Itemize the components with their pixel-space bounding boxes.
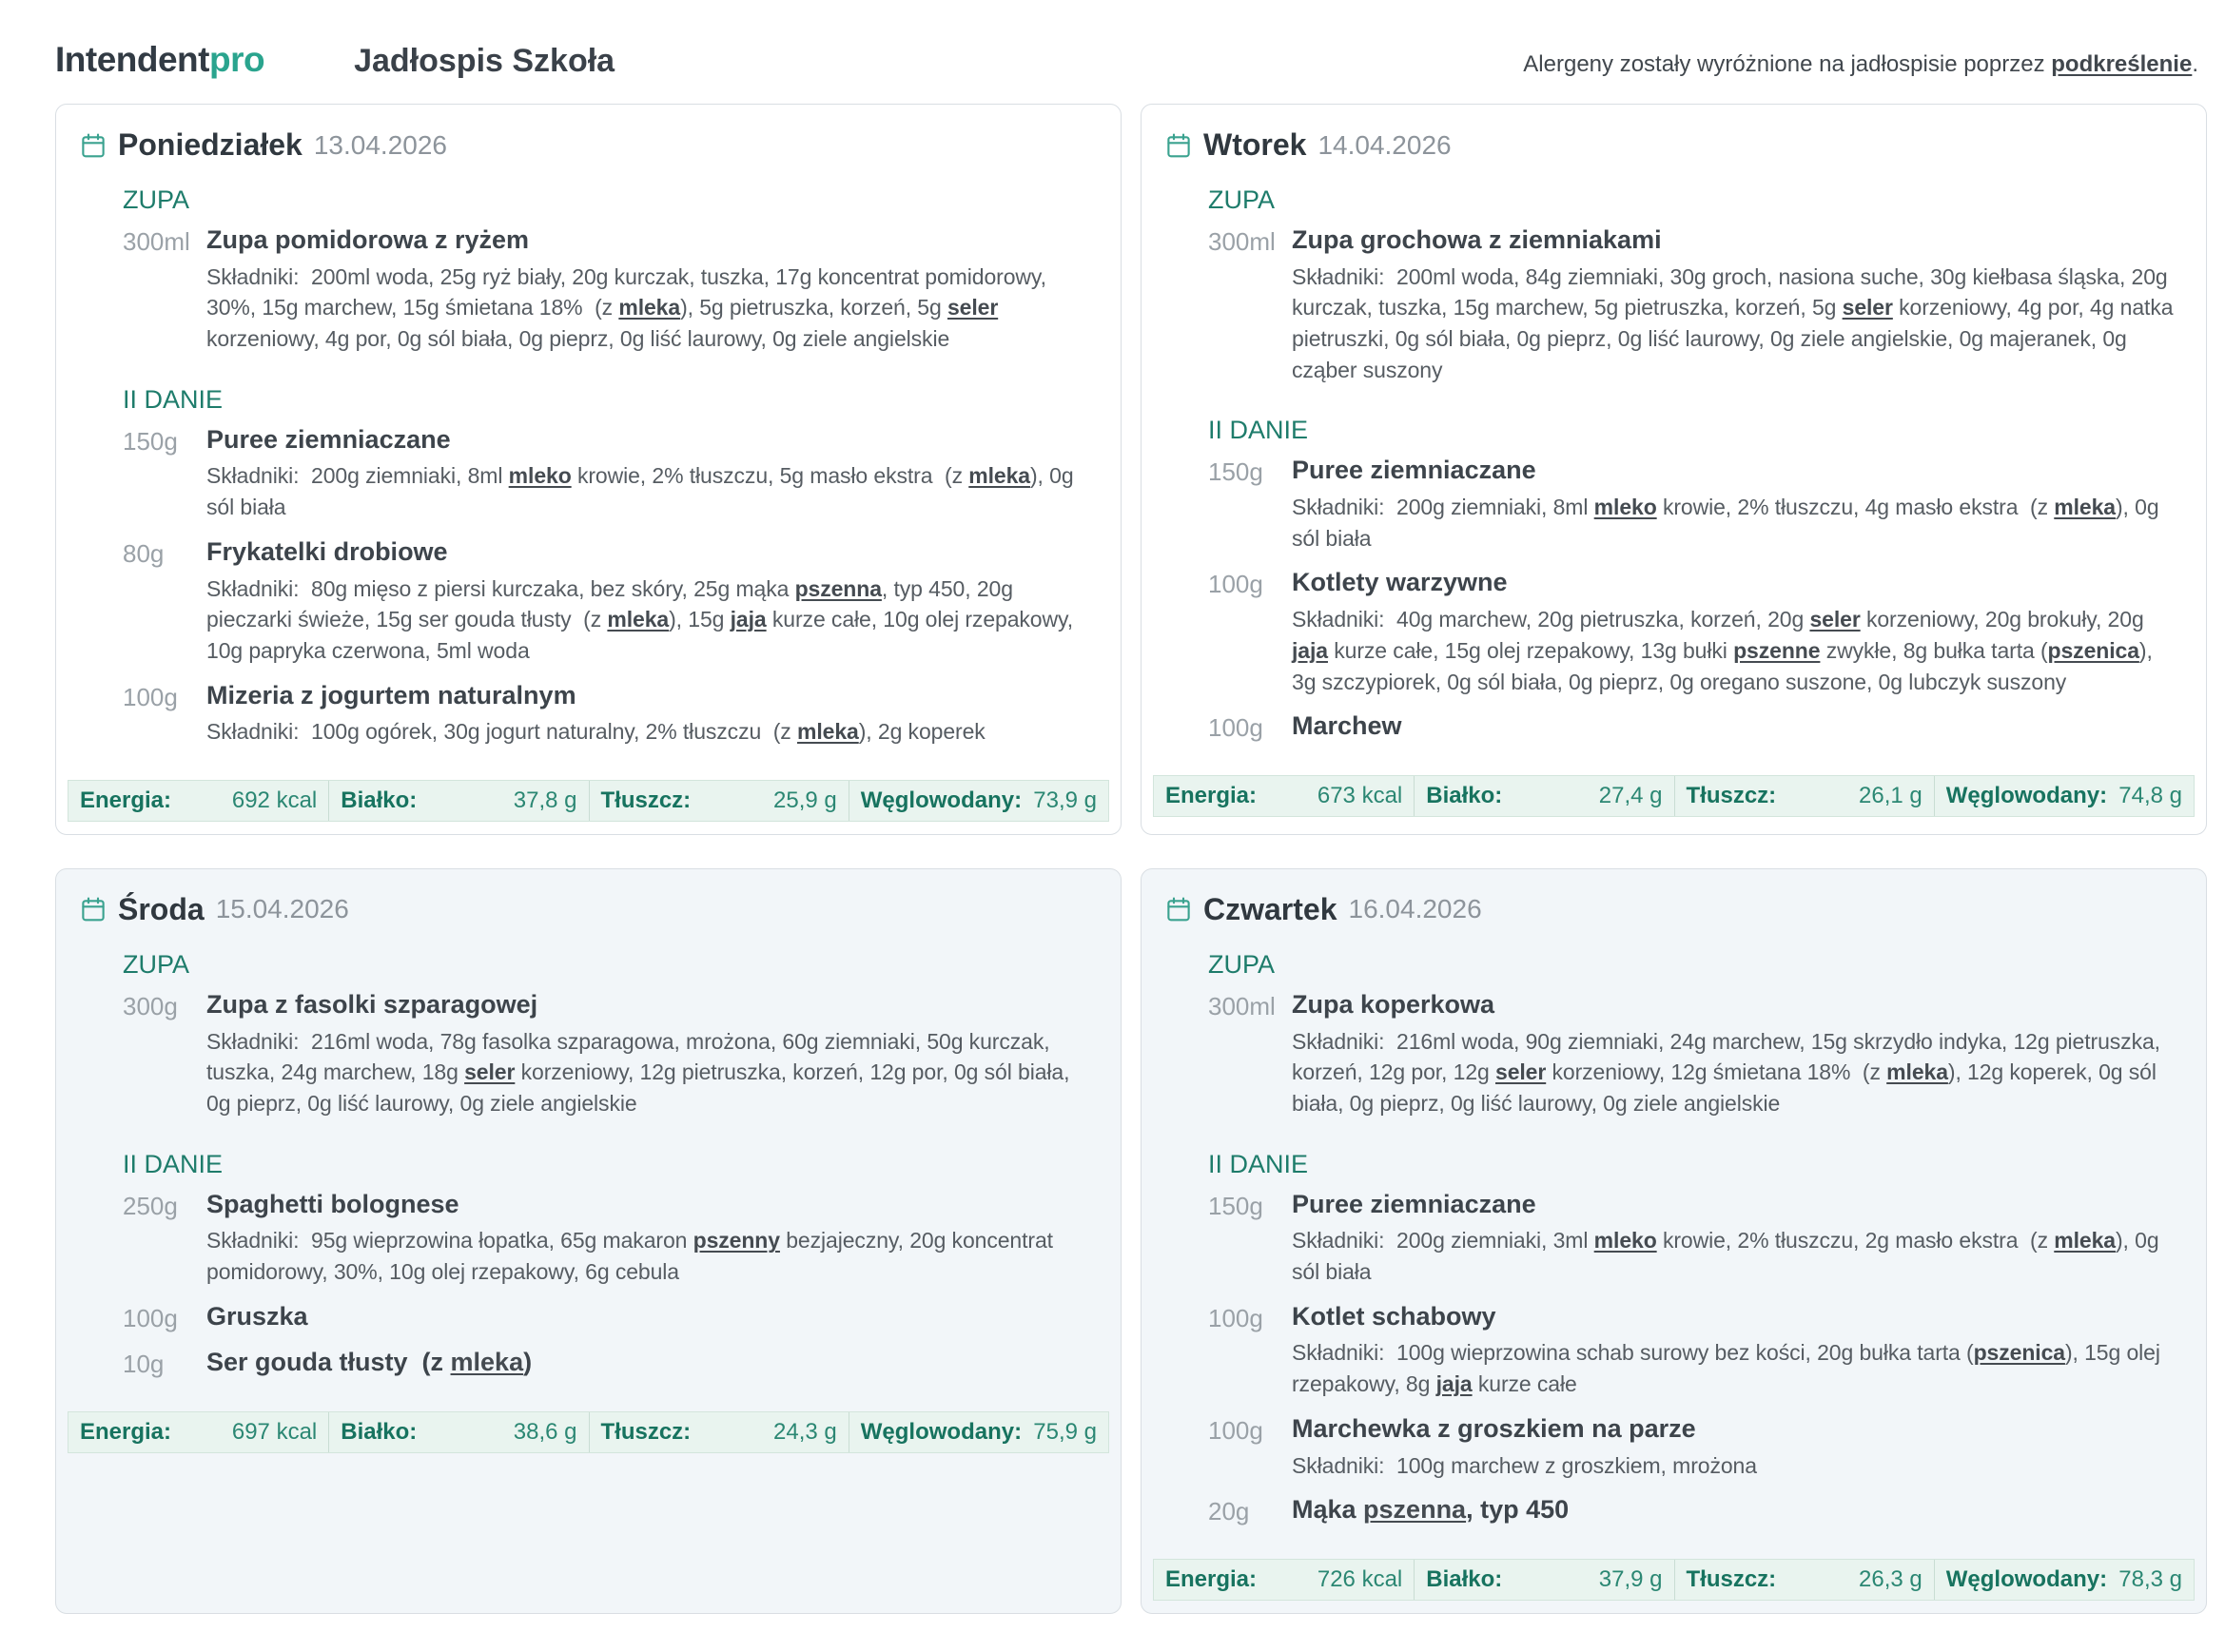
dish-body [1292,1301,2177,1400]
allergen-term: mleka [618,295,681,321]
nutrition-label: Energia: [1165,783,1258,809]
dish-name: Mąka pszenna, typ 450 [1292,1495,1570,1525]
dish-amount: 250g [123,1191,178,1220]
dish-row [123,1347,1092,1379]
dish-body [1292,989,2177,1119]
allergen-term: pszenny [693,1228,780,1254]
dish-name: Marchew [1292,711,1402,741]
dish-name: Kotlet schabowy [1292,1301,1496,1331]
dish-amount: 80g [123,538,165,568]
allergen-term: mleka [450,1347,524,1376]
day-card-header [1164,127,2177,163]
nutrition-bar [1153,775,2195,817]
nutrition-value: 38,6 g [513,1418,577,1445]
nutrition-value: 26,1 g [1859,783,1922,809]
dish-amount: 10g [123,1349,165,1378]
dish-ingredients: Składniki: 200ml woda, 84g ziemniaki, 30g groch, nasiona suche, 30g kiełbasa śląska, 20g kurczak, tuszka, 15g marchew, 5g pietruszka, korzeń, 5g seler korzeniowy, 4g por, 4g natka pietruszki, 0g sól biała, 0g pieprz, 0g liść laurowy, 0g ziele angielskie, 0g majeranek, 0g cząber suszony [1292,263,2174,382]
nutrition-label: Tłuszcz: [600,787,692,813]
nutrition-value: 26,3 g [1859,1566,1922,1593]
dish-name: Mizeria z jogurtem naturalnym [206,680,576,709]
dish-body [206,1301,1092,1333]
dish-name: Zupa grochowa z ziemniakami [1292,225,1662,254]
nutrition-value: 37,8 g [513,787,577,813]
nutrition-label: Energia: [80,787,172,813]
dish-amount: 20g [1208,1497,1250,1526]
nutrition-value: 726 kcal [1317,1566,1403,1593]
nutrition-label: Energia: [80,1418,172,1445]
meal-section-label: ZUPA [1208,185,1276,214]
allergen-note-text: Alergeny zostały wyróżnione na jadłospisie poprzez [1523,51,2052,77]
dish-name: Gruszka [206,1301,308,1331]
nutrition-cell [328,1412,588,1452]
dish-amount: 100g [1208,1303,1263,1332]
dish-name: Frykatelki drobiowe [206,536,448,566]
nutrition-value: 37,9 g [1598,1566,1663,1593]
dish-amount: 300ml [1208,991,1276,1020]
dish-row [1208,1189,2177,1288]
meal-section-label: II DANIE [1208,416,1309,445]
nutrition-label: Białko: [1426,783,1503,809]
nutrition-bar [68,1411,1109,1453]
dish-amount: 300ml [1208,227,1276,256]
allergen-term: mleko [508,463,572,489]
allergen-term: mleka [607,607,670,632]
dish-body [206,1347,1092,1379]
day-card [1141,104,2207,835]
dish-name: Spaghetti bolognese [206,1189,459,1218]
allergen-term: mleka [968,463,1030,489]
dish-name: Zupa pomidorowa z ryżem [206,225,530,254]
allergen-term: pszenna [1363,1495,1467,1525]
allergen-term: pszenna [794,575,882,601]
nutrition-value: 25,9 g [773,787,837,813]
meal-section-label: ZUPA [123,949,190,979]
dish-ingredients: Składniki: 216ml woda, 90g ziemniaki, 24g marchew, 15g skrzydło indyka, 12g pietruszka, korzeń, 12g por, 12g seler korzeniowy, 12g śmietana 18% (z mleka), 12g koperek, 0g sól biała, 0g pieprz, 0g liść laurowy, 0g ziele angielskie [1292,1028,2160,1116]
dish-body [1292,1189,2177,1288]
dish-row [1208,455,2177,554]
dish-row [123,680,1092,748]
nutrition-label: Węglowodany: [860,787,1023,813]
dish-row [1208,224,2177,385]
dish-body [1292,1413,2177,1481]
day-card [55,104,1122,835]
allergen-term: mleka [2054,495,2116,520]
nutrition-cell [1154,776,1414,816]
dish-row [123,1301,1092,1333]
dish-name: Puree ziemniaczane [206,424,451,454]
dish-amount: 150g [123,426,178,456]
allergen-term: pszenne [1733,637,1821,663]
dish-row [1208,710,2177,743]
dish-amount: 100g [1208,570,1263,599]
app-logo [55,40,264,80]
nutrition-label: Węglowodany: [1945,1566,2108,1593]
day-date: 15.04.2026 [215,894,349,924]
day-date: 13.04.2026 [313,129,447,160]
nutrition-label: Węglowodany: [1945,783,2108,809]
dish-row [123,989,1092,1119]
nutrition-cell [328,781,588,821]
nutrition-cell [1934,1560,2194,1600]
dish-row [1208,1301,2177,1400]
meal-section-label: II DANIE [123,1149,224,1178]
dish-body [206,224,1092,355]
dish-ingredients: Składniki: 80g mięso z piersi kurczaka, bez skóry, 25g mąka pszenna, typ 450, 20g pieczarki świeże, 15g ser gouda tłusty (z mleka), 15g jaja kurze całe, 10g olej rzepakowy, 10g papryka czerwona, 5ml woda [206,575,1073,663]
day-date: 14.04.2026 [1317,129,1452,160]
allergen-term: seler [1809,607,1861,632]
allergen-term: mleka [797,719,859,745]
dish-row [1208,989,2177,1119]
allergen-note [1523,51,2198,78]
day-date: 16.04.2026 [1348,894,1482,924]
menu-day-cards [55,104,2207,1614]
dish-ingredients: Składniki: 100g wieprzowina schab surowy bez kości, 20g bułka tarta (pszenica), 15g olej rzepakowy, 8g jaja kurze całe [1292,1340,2160,1397]
dish-body [1292,224,2177,385]
dish-ingredients: Składniki: 200ml woda, 25g ryż biały, 20g kurczak, tuszka, 17g koncentrat pomidorowy, 30%, 15g marchew, 15g śmietana 18% (z mleka), 5g pietruszka, korzeń, 5g seler korzeniowy, 4g por, 0g sól biała, 0g pieprz, 0g liść laurowy, 0g ziele angielskie [206,263,1046,352]
dish-name: Zupa z fasolki szparagowej [206,989,538,1019]
allergen-term: mleko [1593,1228,1657,1254]
allergen-term: mleka [2054,1228,2116,1254]
nutrition-cell [68,1412,328,1452]
nutrition-cell [589,781,849,821]
dish-amount: 100g [123,1303,178,1332]
dish-amount: 150g [1208,1191,1263,1220]
dish-ingredients: Składniki: 200g ziemniaki, 3ml mleko krowie, 2% tłuszczu, 2g masło ekstra (z mleka), 0g sól biała [1292,1228,2159,1285]
dish-row [1208,1494,2177,1526]
dish-body [1292,567,2177,697]
nutrition-label: Tłuszcz: [1686,783,1777,809]
nutrition-bar [68,780,1109,822]
dish-row [123,536,1092,667]
nutrition-cell [849,781,1108,821]
dish-name: Kotlety warzywne [1292,568,1508,597]
allergen-note-highlight: podkreślenie [2051,51,2193,77]
dish-ingredients: Składniki: 200g ziemniaki, 8ml mleko krowie, 2% tłuszczu, 4g masło ekstra (z mleka), 0g sól biała [1292,495,2159,551]
allergen-term: mleka [1886,1059,1948,1085]
dish-ingredients: Składniki: 40g marchew, 20g pietruszka, korzeń, 20g seler korzeniowy, 20g brokuły, 20g jaja kurze całe, 15g olej rzepakowy, 13g bułki pszenne zwykłe, 8g bułka tarta (pszenica), 3g szczypiorek, 0g sól biała, 0g pieprz, 0g oregano suszone, 0g lubczyk suszony [1292,607,2153,694]
dish-amount: 150g [1208,457,1263,487]
allergen-term: jaja [1292,637,1328,663]
dish-name: Puree ziemniaczane [1292,456,1536,485]
day-name: Wtorek [1203,127,1307,162]
nutrition-cell [589,1412,849,1452]
dish-amount: 100g [123,682,178,711]
allergen-term: pszenica [2047,637,2139,663]
dish-ingredients: Składniki: 100g ogórek, 30g jogurt naturalny, 2% tłuszczu (z mleka), 2g koperek [206,719,986,745]
dish-name: Zupa koperkowa [1292,989,1495,1019]
dish-body [1292,1494,2177,1526]
day-name: Czwartek [1203,891,1337,926]
nutrition-value: 673 kcal [1317,783,1403,809]
nutrition-value: 74,8 g [2118,783,2182,809]
day-name: Środa [118,891,205,926]
day-card-header [79,127,1092,163]
dish-row [123,224,1092,355]
calendar-icon [1164,895,1193,923]
dish-row [1208,567,2177,697]
nutrition-bar [1153,1559,2195,1601]
dish-amount: 100g [1208,713,1263,743]
nutrition-cell [1674,776,1934,816]
allergen-term: seler [1842,295,1893,321]
dish-body [1292,710,2177,743]
nutrition-cell [1674,1560,1934,1600]
nutrition-value: 27,4 g [1598,783,1663,809]
nutrition-cell [68,781,328,821]
dish-ingredients: Składniki: 200g ziemniaki, 8ml mleko krowie, 2% tłuszczu, 5g masło ekstra (z mleka), 0g sól biała [206,463,1074,520]
nutrition-label: Białko: [341,787,418,813]
dish-amount: 300g [123,991,178,1020]
nutrition-label: Białko: [341,1418,418,1445]
meal-section-label: II DANIE [1208,1149,1309,1178]
dish-amount: 100g [1208,1415,1263,1445]
nutrition-cell [1934,776,2194,816]
meal-section-label: ZUPA [1208,949,1276,979]
dish-ingredients: Składniki: 95g wieprzowina łopatka, 65g makaron pszenny bezjajeczny, 20g koncentrat pomidorowy, 30%, 10g olej rzepakowy, 6g cebula [206,1228,1053,1285]
dish-body [206,424,1092,523]
meal-section-label: II DANIE [123,384,224,414]
dish-body [206,1189,1092,1288]
nutrition-cell [1154,1560,1414,1600]
page-title: Jadłospis Szkoła [354,43,615,79]
allergen-term: jaja [1435,1371,1473,1397]
day-card-header [79,892,1092,927]
nutrition-label: Energia: [1165,1566,1258,1593]
dish-body [206,536,1092,667]
dish-ingredients: Składniki: 100g marchew z groszkiem, mrożona [1292,1452,1757,1478]
day-card [55,868,1122,1614]
dish-body [206,680,1092,748]
dish-name: Ser gouda tłusty (z mleka) [206,1347,533,1376]
allergen-note-period: . [2192,51,2198,77]
nutrition-label: Białko: [1426,1566,1503,1593]
allergen-term: seler [947,295,999,321]
calendar-icon [79,895,107,923]
allergen-term: jaja [730,607,767,632]
nutrition-value: 78,3 g [2118,1566,2182,1593]
nutrition-label: Tłuszcz: [1686,1566,1777,1593]
allergen-term: seler [464,1059,516,1085]
nutrition-label: Tłuszcz: [600,1418,692,1445]
nutrition-value: 24,3 g [773,1418,837,1445]
nutrition-label: Węglowodany: [860,1418,1023,1445]
nutrition-cell [1414,776,1673,816]
nutrition-value: 697 kcal [231,1418,318,1445]
app-logo-pro: pro [208,40,265,79]
nutrition-value: 692 kcal [231,787,318,813]
dish-amount: 300ml [123,227,190,256]
nutrition-value: 75,9 g [1033,1418,1097,1445]
dish-row [123,424,1092,523]
calendar-icon [1164,131,1193,160]
nutrition-value: 73,9 g [1033,787,1097,813]
allergen-term: pszenica [1973,1340,2065,1366]
nutrition-cell [1414,1560,1673,1600]
meal-section-label: ZUPA [123,185,190,214]
dish-row [123,1189,1092,1288]
allergen-term: mleko [1593,495,1657,520]
dish-row [1208,1413,2177,1481]
dish-name: Marchewka z groszkiem na parze [1292,1413,1696,1443]
page-header [0,0,2225,80]
dish-name: Puree ziemniaczane [1292,1189,1536,1218]
day-card [1141,868,2207,1614]
calendar-icon [79,131,107,160]
day-card-header [1164,892,2177,927]
allergen-term: seler [1495,1059,1547,1085]
nutrition-cell [849,1412,1108,1452]
dish-body [1292,455,2177,554]
app-logo-intendent: Intendent [55,40,209,79]
dish-ingredients: Składniki: 216ml woda, 78g fasolka szparagowa, mrożona, 60g ziemniaki, 50g kurczak, tuszka, 24g marchew, 18g seler korzeniowy, 12g pietruszka, korzeń, 12g por, 0g sól biała, 0g pieprz, 0g liść laurowy, 0g ziele angielskie [206,1028,1070,1116]
day-name: Poniedziałek [118,127,303,162]
dish-body [206,989,1092,1119]
